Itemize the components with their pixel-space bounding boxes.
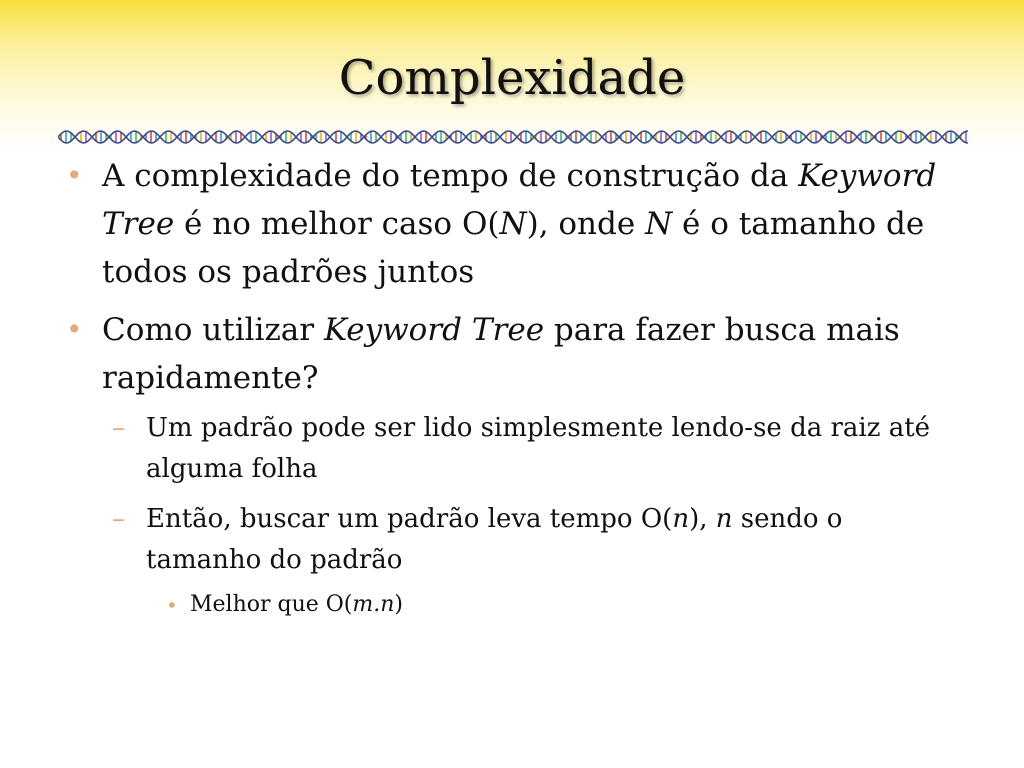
text-run: ), (689, 504, 716, 534)
bullet-text (102, 158, 936, 290)
bullet-dot-icon: • (66, 313, 83, 346)
italic-text: Keyword Tree (323, 312, 545, 348)
text-run: é o tamanho de todos os padrões juntos (102, 206, 925, 290)
sub-bullet-item (112, 408, 956, 490)
text-run: Um padrão pode ser lido simplesmente lendo-se da raiz até alguma folha (146, 413, 931, 484)
text-run: A complexidade do tempo de construção da (102, 158, 799, 194)
text-run: sendo o tamanho do padrão (146, 504, 843, 575)
bullet-text (146, 413, 930, 484)
text-run: Como utilizar (102, 312, 324, 348)
sub-bullet-item (112, 499, 956, 581)
slide-title: Complexidade (338, 50, 686, 106)
text-run: ), onde (526, 206, 646, 242)
bullet-dash-icon: – (112, 413, 125, 443)
bullet-text (102, 312, 900, 396)
bullet-item (66, 152, 962, 296)
sub-sub-bullet-item (166, 588, 950, 622)
italic-text: n (672, 504, 690, 534)
bullet-text (146, 504, 842, 575)
bullet-text (190, 592, 403, 617)
bullet-item (66, 306, 962, 402)
text-run: é no melhor caso O( (174, 206, 500, 242)
bullet-dot-icon: • (166, 593, 178, 617)
italic-text: N (499, 206, 527, 242)
italic-text: m.n (352, 592, 395, 617)
text-run: Melhor que O( (190, 592, 353, 617)
text-run: para fazer busca mais rapidamente? (102, 312, 900, 396)
italic-text: N (645, 206, 673, 242)
text-run: Então, buscar um padrão leva tempo O( (146, 504, 673, 534)
italic-text: Keyword Tree (102, 158, 937, 242)
italic-text: n (715, 504, 733, 534)
bullet-dash-icon: – (112, 504, 125, 534)
dna-helix-divider (58, 128, 968, 146)
bullet-dot-icon: • (66, 159, 83, 192)
text-run: ) (394, 592, 404, 617)
